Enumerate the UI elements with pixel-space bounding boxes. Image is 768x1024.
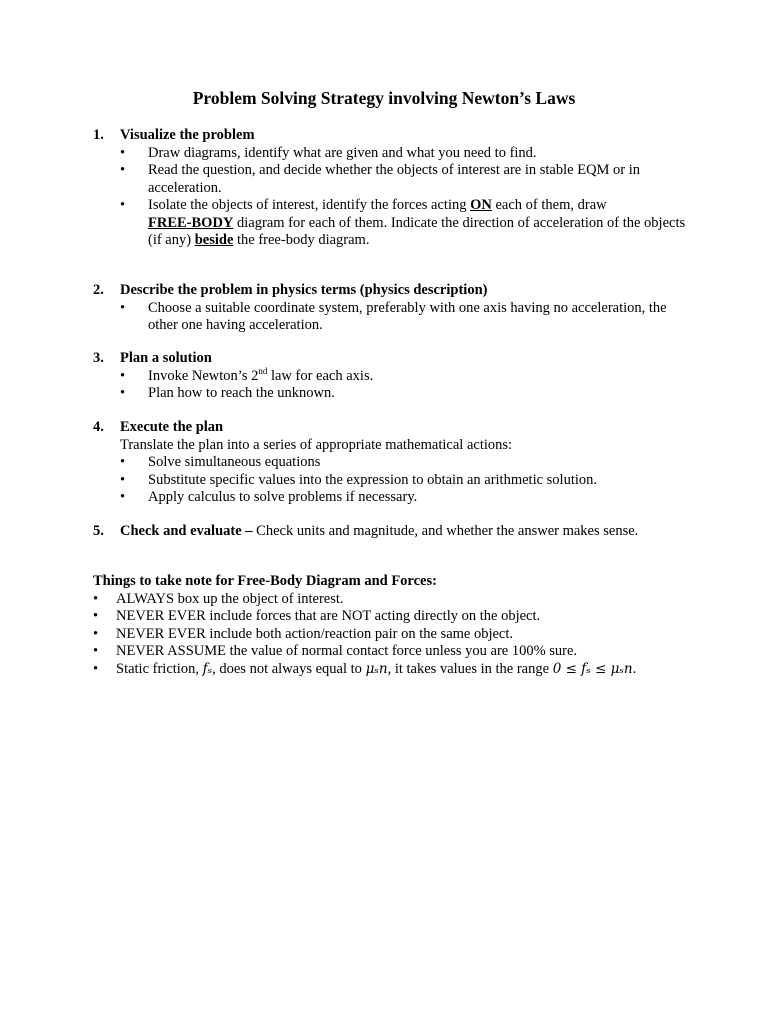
list-item: • Plan how to reach the unknown.	[120, 385, 335, 401]
list-item: • Choose a suitable coordinate system, preferably with one axis having no acceleration, the other one having acceleration.	[120, 299, 667, 333]
section-visualize	[93, 127, 693, 250]
math-static-friction: 𝑓ₛ	[202, 660, 213, 677]
section-execute	[93, 419, 693, 507]
bullet-icon: •	[120, 299, 126, 316]
section-number: 4.	[93, 419, 104, 435]
list-item: • Read the question, and decide whether the objects of interest are in stable EQM or in acceleration.	[120, 162, 641, 196]
section-title: Check and evaluate –	[120, 523, 253, 539]
bullet-icon: •	[120, 367, 126, 384]
list-item: • NEVER EVER include forces that are NOT acting directly on the object.	[93, 608, 541, 624]
bullet-icon: •	[120, 471, 126, 488]
bullet-icon: •	[120, 489, 126, 505]
section-title: Describe the problem in physics terms (physics description)	[120, 282, 488, 298]
section-intro: Translate the plan into a series of appropriate mathematical actions:	[120, 436, 513, 453]
list-item: • Substitute specific values into the expression to obtain an arithmetic solution.	[120, 471, 598, 488]
section-check	[93, 523, 693, 541]
notes-heading: Things to take note for Free-Body Diagram and Forces:	[93, 573, 437, 589]
section-heading	[93, 419, 693, 437]
emphasis-free-body: FREE-BODY	[148, 214, 234, 231]
emphasis-beside: beside	[194, 232, 234, 248]
math-max-friction: 𝜇ₛ𝑛	[365, 660, 388, 677]
bullet-icon: •	[93, 660, 99, 677]
bullet-icon: •	[120, 144, 126, 161]
notes-section	[93, 573, 693, 678]
emphasis-on: ON	[470, 197, 492, 213]
section-describe	[93, 282, 693, 335]
list-item: • Draw diagrams, identify what are given and what you need to find.	[120, 144, 537, 161]
section-text: Check units and magnitude, and whether the answer makes sense.	[252, 523, 639, 539]
section-number: 1.	[93, 127, 104, 143]
math-friction-range: 0 ≤ 𝑓ₛ ≤ 𝜇ₛ𝑛	[552, 660, 633, 677]
section-heading	[93, 350, 693, 368]
section-number: 3.	[93, 350, 104, 366]
page-title: Problem Solving Strategy involving Newton’s Laws	[192, 88, 576, 108]
section-heading	[93, 523, 693, 541]
bullet-icon: •	[93, 643, 99, 659]
section-number: 2.	[93, 282, 104, 298]
bullet-icon: •	[93, 590, 99, 607]
bullet-icon: •	[93, 608, 99, 624]
bullet-list	[93, 300, 693, 335]
list-item: • Static friction, 𝑓ₛ, does not always equal to 𝜇ₛ𝑛, it takes values in the range 0 ≤ 𝑓ₛ ≤ 𝜇ₛ𝑛.	[93, 660, 637, 677]
list-item: • Solve simultaneous equations	[120, 454, 321, 470]
section-title: Execute the plan	[120, 419, 224, 435]
list-item: • Invoke Newton’s 2nd law for each axis.	[120, 365, 374, 384]
bullet-icon: •	[120, 385, 126, 401]
list-item: • NEVER ASSUME the value of normal contact force unless you are 100% sure.	[93, 643, 578, 659]
bullet-icon: •	[120, 197, 126, 213]
bullet-list	[93, 145, 693, 250]
list-item: • Apply calculus to solve problems if necessary.	[120, 489, 418, 505]
bullet-list	[93, 365, 693, 403]
bullet-icon: •	[120, 454, 126, 470]
section-heading	[93, 127, 693, 145]
section-title: Visualize the problem	[120, 127, 255, 143]
bullet-list	[93, 454, 693, 507]
section-heading	[93, 282, 693, 300]
list-item: • Isolate the objects of interest, identify the forces acting ON each of them, draw FREE-BODY diagram for each of them. Indicate the direction of acceleration of the objects (if any) beside the free-body diagram.	[120, 197, 686, 248]
notes-list	[93, 591, 693, 679]
list-item: • NEVER EVER include both action/reaction pair on the same object.	[93, 625, 514, 642]
section-number: 5.	[93, 523, 104, 539]
bullet-icon: •	[93, 625, 99, 642]
section-plan	[93, 350, 693, 403]
bullet-icon: •	[120, 162, 126, 178]
list-item: • ALWAYS box up the object of interest.	[93, 590, 344, 607]
section-title: Plan a solution	[120, 350, 212, 366]
